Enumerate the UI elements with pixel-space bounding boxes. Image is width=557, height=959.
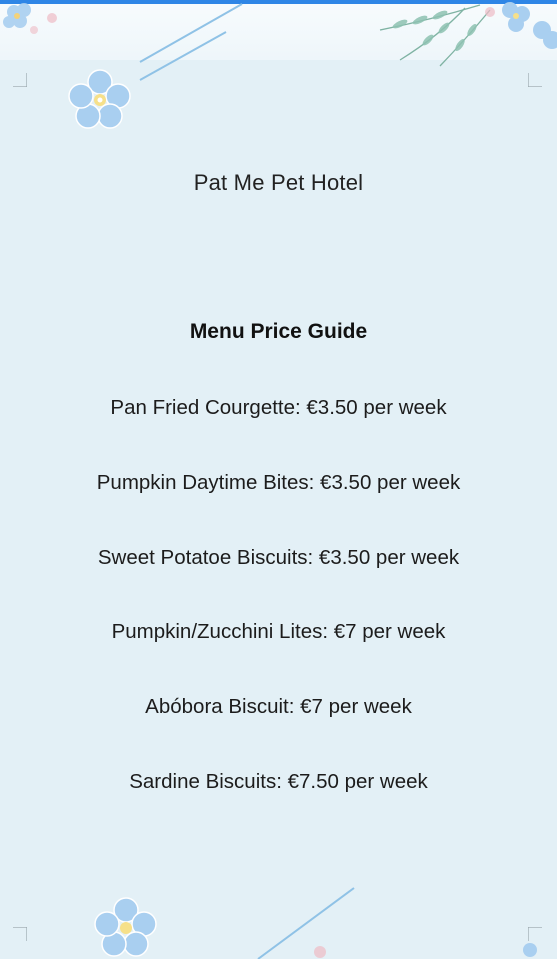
menu-item: Sardine Biscuits: €7.50 per week (129, 769, 428, 793)
forget-me-not-flower-bottom-icon (92, 896, 162, 959)
menu-item: Abóbora Biscuit: €7 per week (145, 695, 412, 719)
petals-bottom-right-icon (300, 930, 557, 959)
corner-mark-bottom-right (528, 927, 542, 941)
menu-item: Sweet Potatoe Biscuits: €3.50 per week (97, 545, 460, 569)
flower-cluster-top-left-icon (0, 0, 80, 45)
menu-price-guide-heading: Menu Price Guide (189, 320, 368, 343)
menu-item: Pumpkin/Zucchini Lites: €7 per week (111, 620, 446, 644)
diagonal-lines-top (130, 0, 250, 90)
menu-item-list (0, 395, 557, 844)
forget-me-not-flower-icon (66, 68, 136, 132)
document-title: Pat Me Pet Hotel (193, 170, 364, 195)
corner-mark-bottom-left (13, 927, 27, 941)
menu-item: Pumpkin Daytime Bites: €3.50 per week (96, 470, 461, 494)
corner-mark-top-right (528, 73, 542, 87)
menu-item: Pan Fried Courgette: €3.50 per week (110, 396, 447, 419)
corner-mark-top-left (13, 73, 27, 87)
leaf-sprig-top-right-icon (370, 0, 557, 70)
